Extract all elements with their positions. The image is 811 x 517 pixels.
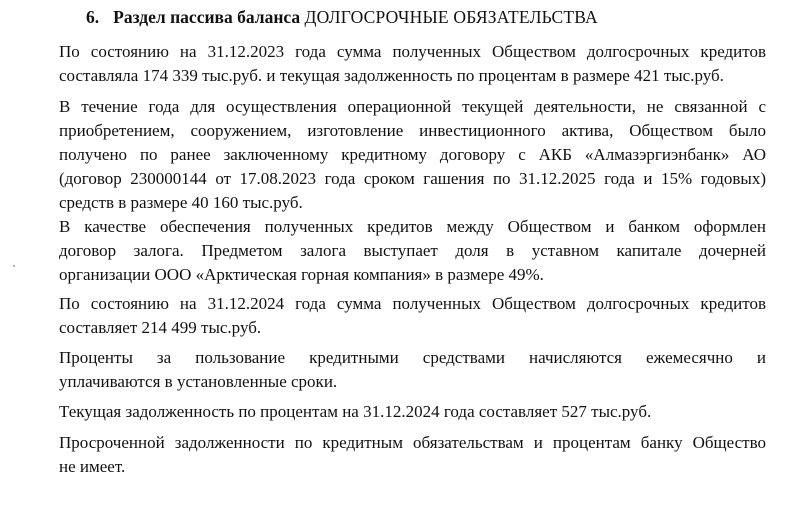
paragraph-line: В течение года для осуществления операционной текущей деятельности, не связанной с [59, 97, 766, 116]
paragraph-line: В качестве обеспечения полученных кредитов между Обществом и банком оформлен [59, 217, 766, 236]
section-number: 6. [86, 7, 100, 27]
paragraph-line: По состоянию на 31.12.2023 года сумма полученных Обществом долгосрочных кредитов [59, 42, 766, 61]
paragraph-line: организации ООО «Арктическая горная компания» в размере 49%. [59, 265, 544, 284]
paragraph-line: Текущая задолженность по процентам на 31.12.2024 года составляет 527 тыс.руб. [59, 402, 652, 421]
paragraph-new-loan [59, 95, 766, 215]
paragraph-line: получено по ранее заключенному кредитному договору с АКБ «Алмазэргиэнбанк» АО [59, 145, 766, 164]
paragraph-line: приобретением, сооружением, изготовление инвестиционного актива, Обществом было [59, 121, 766, 140]
paragraph-line: Проценты за пользование кредитными средствами начисляются ежемесячно и [59, 348, 766, 367]
paragraph-no-overdue [59, 431, 766, 479]
paragraph-line: составляла 174 339 тыс.руб. и текущая задолженность по процентам в размере 421 тыс.руб. [59, 66, 724, 85]
section-title-caps: ДОЛГОСРОЧНЫЕ ОБЯЗАТЕЛЬСТВА [304, 7, 598, 27]
section-heading [86, 7, 598, 28]
paragraph-credits-2023 [59, 40, 766, 88]
paragraph-line: составляет 214 499 тыс.руб. [59, 318, 262, 337]
paragraph-line: средств в размере 40 160 тыс.руб. [59, 193, 303, 212]
paragraph-credits-2024 [59, 292, 766, 340]
paragraph-line: не имеет. [59, 457, 126, 476]
paragraph-line: Просроченной задолженности по кредитным обязательствам и процентам банку Общество [59, 433, 766, 452]
paragraph-line: (договор 230000144 от 17.08.2023 года сроком гашения по 31.12.2025 года и 15% годовых) [59, 169, 766, 188]
paragraph-line: уплачиваются в установленные сроки. [59, 372, 338, 391]
section-title-prefix: Раздел пассива баланса [113, 7, 301, 27]
paragraph-line: договор залога. Предметом залога выступает доля в уставном капитале дочерней [59, 241, 766, 260]
paragraph-interest-accrual [59, 346, 766, 394]
paragraph-interest-debt-2024 [59, 400, 766, 424]
scan-speck [13, 265, 15, 267]
paragraph-line: По состоянию на 31.12.2024 года сумма полученных Обществом долгосрочных кредитов [59, 294, 766, 313]
paragraph-collateral [59, 215, 766, 287]
